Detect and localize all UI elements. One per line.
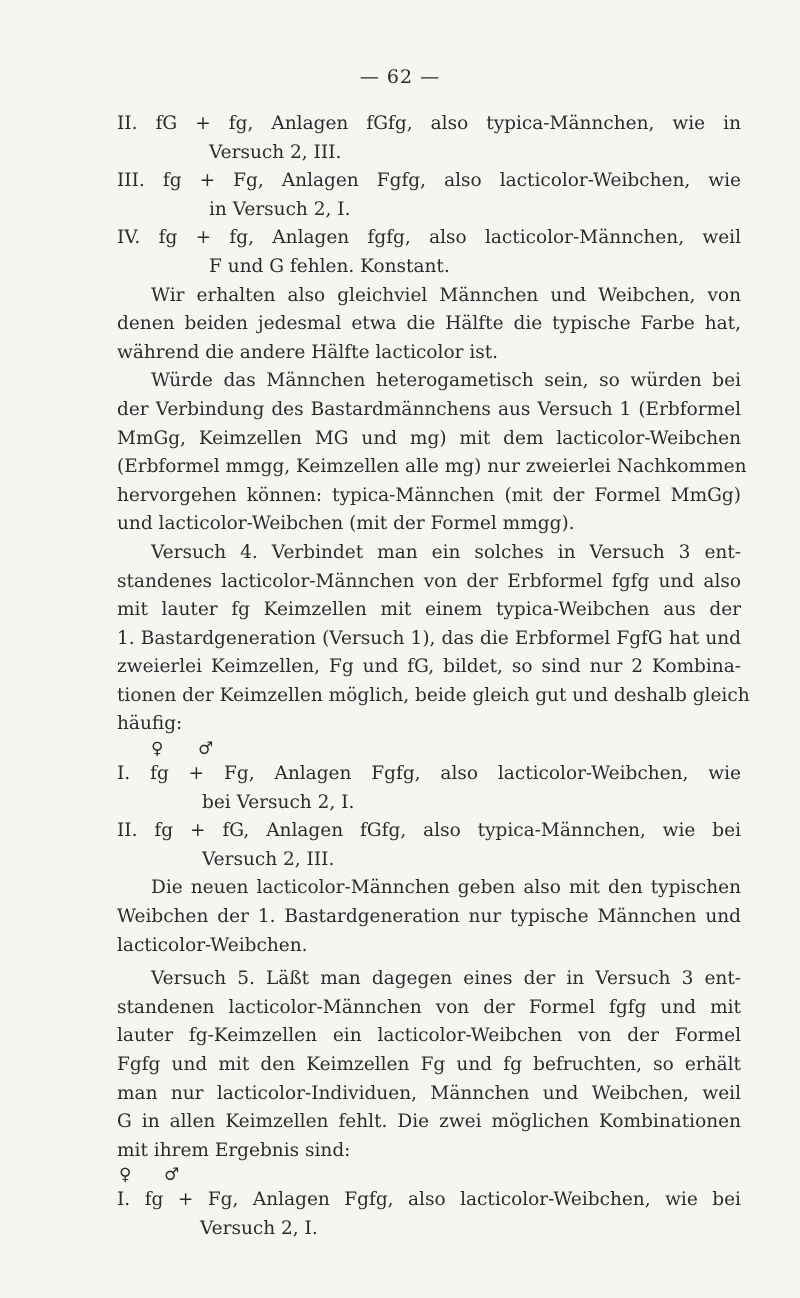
sex-symbols-row [117,739,741,760]
paragraph-line: Weibchen der 1. Bastardgeneration nur typische Männchen und [117,906,741,928]
paragraph-line: während die andere Hälfte lacticolor ist. [117,341,499,363]
list-item: II. fG + fg, Anlagen fGfg, also typica-Männchen, wie in [117,113,741,134]
paragraph-line: der Verbindung des Bastardmännchens aus Versuch 1 (Erbformel [117,398,741,420]
paragraph-line: hervorgehen können: typica-Männchen (mit der Formel MmGg) [117,484,741,506]
paragraph-line: tionen der Keimzellen möglich, beide gleich gut und deshalb gleich [117,684,750,706]
list-item: I. fg + Fg, Anlagen Fgfg, also lacticolor-Weibchen, wie [117,763,741,785]
paragraph-line: Würde das Männchen heterogametisch sein, so würden bei [151,370,741,392]
list-item-continuation: in Versuch 2, I. [209,198,351,220]
paragraph-line: (Erbformel mmgg, Keimzellen alle mg) nur zweierlei Nachkommen [117,456,747,478]
list-item-continuation: Versuch 2, I. [200,1217,318,1239]
list-item: III. fg + Fg, Anlagen Fgfg, also lacticolor-Weibchen, wie [117,170,741,192]
list-item: IV. fg + fg, Anlagen fgfg, also lacticolor-Männchen, weil [117,227,742,249]
paragraph-line: lauter fg-Keimzellen ein lacticolor-Weibchen von der Formel [117,1025,741,1047]
paragraph-line: mit lauter fg Keimzellen mit einem typica-Weibchen aus der [117,599,741,621]
list-item: II. fg + fG, Anlagen fGfg, also typica-Männchen, wie bei [117,820,741,842]
paragraph-line: man nur lacticolor-Individuen, Männchen und Weibchen, weil [117,1082,741,1104]
list-item: I. fg + Fg, Anlagen Fgfg, also lacticolor-Weibchen, wie bei [117,1189,741,1211]
paragraph-line: Fgfg und mit den Keimzellen Fg und fg befruchten, so erhält [117,1054,741,1075]
paragraph-line: standenen lacticolor-Männchen von der Formel fgfg und mit [117,996,741,1018]
paragraph-line: standenes lacticolor-Männchen von der Erbformel fgfg und also [117,570,741,592]
sex-symbols-row [117,1165,741,1186]
body-text [117,110,750,1244]
male-symbol-icon: ♂ [164,1165,180,1186]
paragraph-line: Wir erhalten also gleichviel Männchen und Weibchen, von [151,284,741,306]
female-symbol-icon: ♀ [151,739,164,760]
male-symbol-icon: ♂ [198,739,214,760]
female-symbol-icon: ♀ [119,1165,132,1186]
list-item-continuation: F und G fehlen. Konstant. [209,255,450,277]
paragraph-line: G in allen Keimzellen fehlt. Die zwei möglichen Kombinationen [117,1111,741,1133]
list-item-continuation: Versuch 2, III. [209,141,342,163]
paragraph-line: 1. Bastardgeneration (Versuch 1), das die Erbformel FgfG hat und [117,627,741,649]
paragraph-line: denen beiden jedesmal etwa die Hälfte die typische Farbe hat, [117,313,741,335]
paragraph-line: Versuch 4. Verbindet man ein solches in Versuch 3 ent- [151,541,741,563]
page-number: — 62 — [359,66,441,88]
paragraph-line: Die neuen lacticolor-Männchen geben also mit den typischen [151,877,741,899]
list-item-continuation: Versuch 2, III. [202,848,335,870]
paragraph-line: MmGg, Keimzellen MG und mg) mit dem lacticolor-Weibchen [117,427,741,449]
list-item-continuation: bei Versuch 2, I. [202,791,355,813]
paragraph-line: häufig: [117,713,183,735]
paragraph-line: lacticolor-Weibchen. [117,934,308,956]
paragraph-line: und lacticolor-Weibchen (mit der Formel mmgg). [117,513,575,535]
paragraph-line: Versuch 5. Läßt man dagegen eines der in Versuch 3 ent- [151,968,741,990]
paragraph-line: mit ihrem Ergebnis sind: [117,1139,351,1161]
paragraph-line: zweierlei Keimzellen, Fg und fG, bildet, so sind nur 2 Kombina- [117,656,741,678]
